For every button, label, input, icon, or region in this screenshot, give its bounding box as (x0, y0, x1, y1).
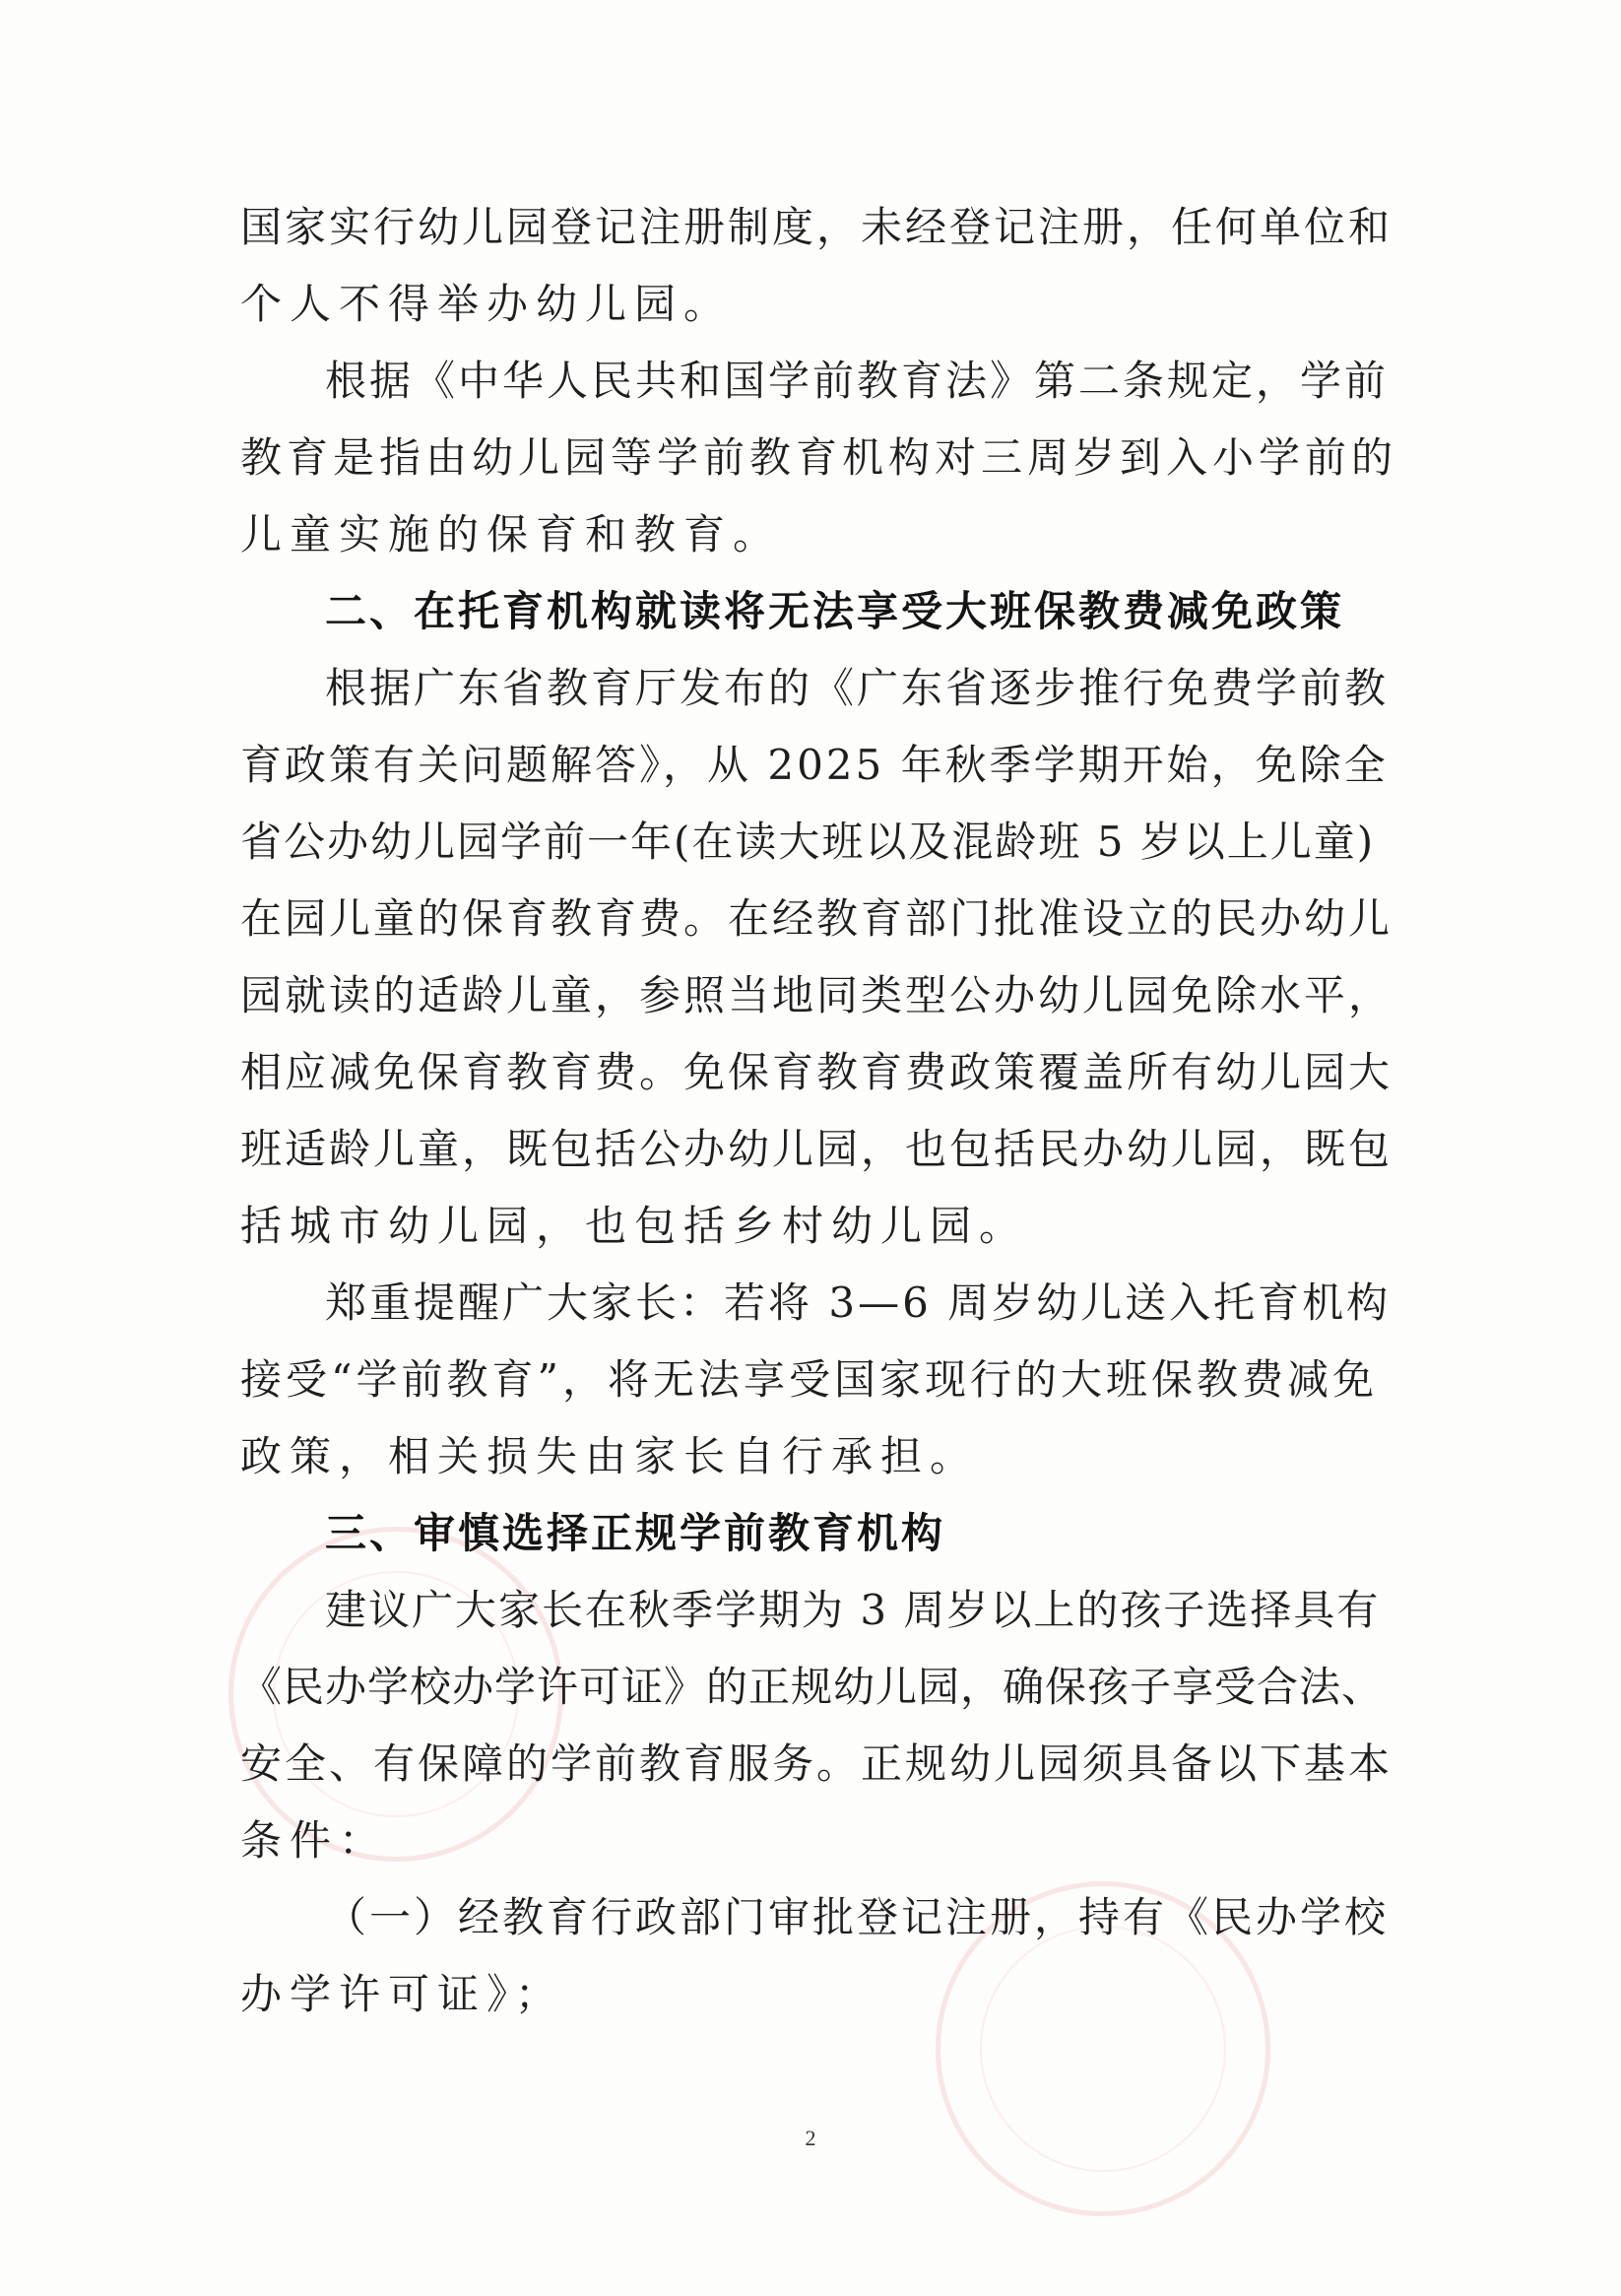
list-item-1: （一）经教育行政部门审批登记注册，持有《民办学校 (325, 1893, 1390, 1941)
text-line: 安全、有保障的学前教育服务。正规幼儿园须具备以下基本 (240, 1739, 1394, 1788)
text-line: 《民办学校办学许可证》的正规幼儿园，确保孩子享受合法、 (240, 1663, 1385, 1711)
text-line: 个人不得举办幼儿园。 (240, 280, 734, 328)
paragraph-first-line: 根据《中华人民共和国学前教育法》第二条规定，学前 (325, 357, 1390, 405)
paragraph-first-line: 根据广东省教育厅发布的《广东省逐步推行免费学前教 (325, 664, 1390, 712)
text-line: 班适龄儿童，既包括公办幼儿园，也包括民办幼儿园，既包 (240, 1125, 1394, 1173)
text-line: 省公办幼儿园学前一年(在读大班以及混龄班 5 岁以上儿童) (240, 818, 1376, 866)
text-line: 相应减免保育教育费。免保育教育费政策覆盖所有幼儿园大 (240, 1048, 1394, 1096)
paragraph-first-line: 郑重提醒广大家长：若将 3—6 周岁幼儿送入托育机构 (325, 1279, 1392, 1327)
text-line: 教育是指由幼儿园等学前教育机构对三周岁到入小学前的 (240, 433, 1398, 482)
text-line: 接受“学前教育”，将无法享受国家现行的大班保教费减免 (240, 1355, 1378, 1404)
page-number: 2 (805, 2126, 816, 2150)
text-line: 园就读的适龄儿童，参照当地同类型公办幼儿园免除水平， (240, 971, 1394, 1019)
section-heading-2: 二、在托育机构就读将无法享受大班保教费减免政策 (325, 587, 1345, 635)
text-line: 条件： (240, 1816, 389, 1865)
text-line: 办学许可证》； (240, 1970, 565, 2018)
section-heading-3: 三、审慎选择正规学前教育机构 (325, 1509, 946, 1557)
text-line: 育政策有关问题解答》，从 2025 年秋季学期开始，免除全 (240, 741, 1389, 789)
text-line: 儿童实施的保育和教育。 (240, 510, 783, 558)
seal-stamp-inner-ring (980, 1926, 1226, 2172)
text-line: 括城市幼儿园，也包括乡村幼儿园。 (240, 1202, 1029, 1250)
text-line: 政策，相关损失由家长自行承担。 (240, 1432, 980, 1480)
paragraph-first-line: 建议广大家长在秋季学期为 3 周岁以上的孩子选择具有 (325, 1586, 1381, 1634)
text-line: 在园儿童的保育教育费。在经教育部门批准设立的民办幼儿 (240, 894, 1394, 943)
text-line: 国家实行幼儿园登记注册制度，未经登记注册，任何单位和 (240, 203, 1394, 251)
